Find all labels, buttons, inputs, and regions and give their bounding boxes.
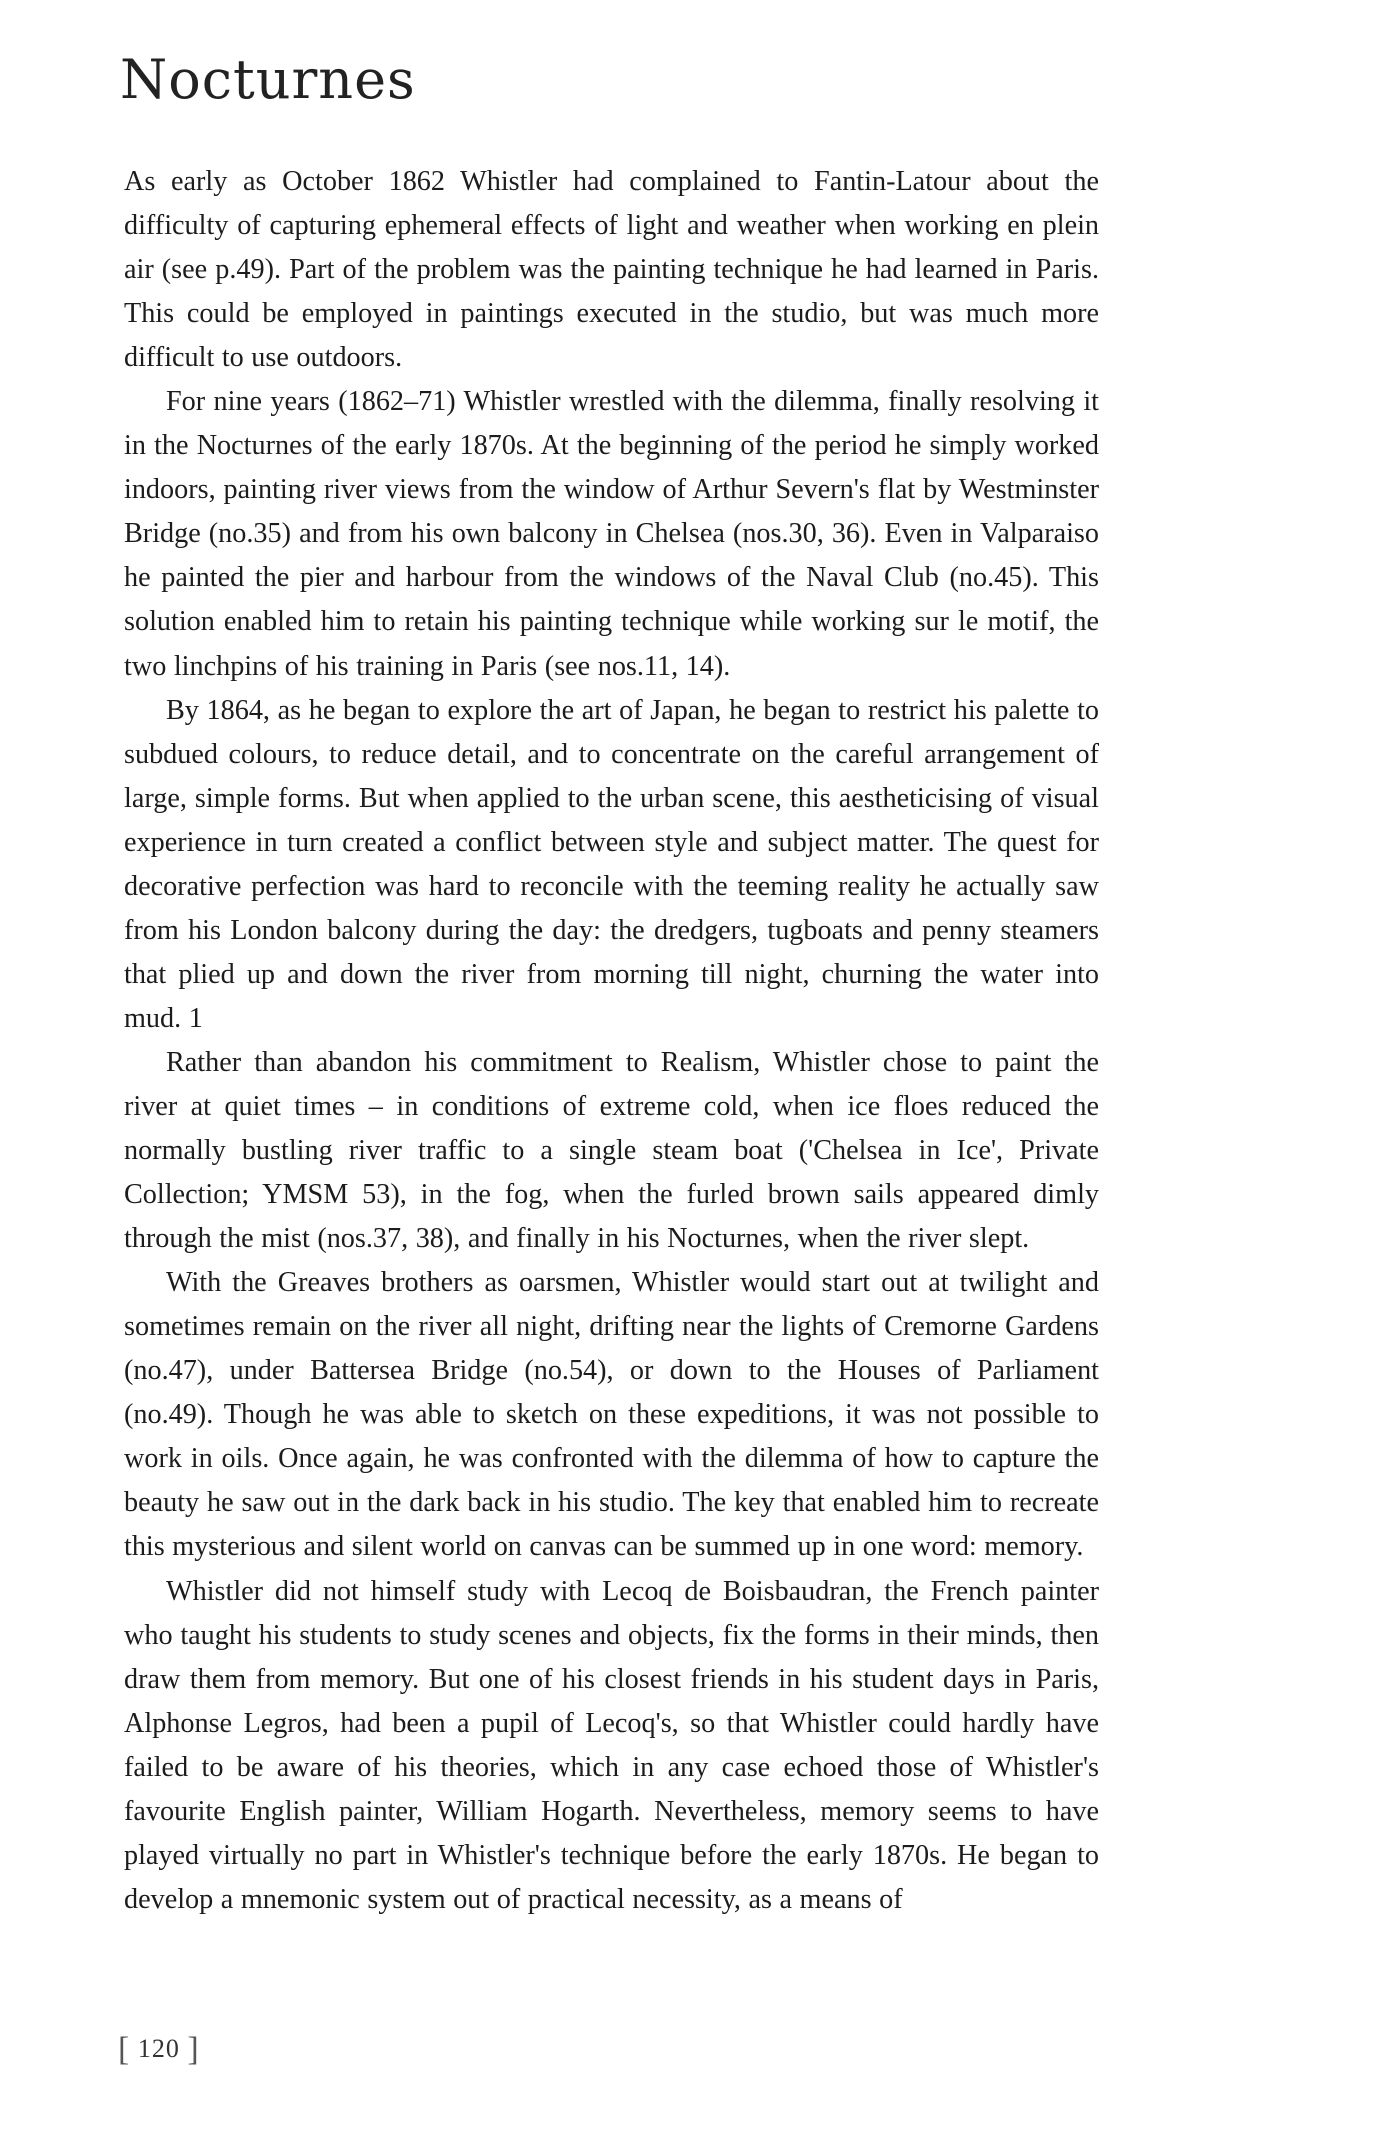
folio-number: 120 xyxy=(137,2034,180,2063)
paragraph: With the Greaves brothers as oarsmen, Whistler would start out at twilight and sometimes remain on the river all night, drifting near the lights of Cremorne Gardens (no.47), under Battersea Bridge (no.54), or down to the Houses of Parliament (no.49). Though he was able to sketch on these expeditions, it was not possible to work in oils. Once again, he was confronted with the dilemma of how to capture the beauty he saw out in the dark back in his studio. The key that enabled him to recreate this mysterious and silent world on canvas can be summed up in one word: memory. xyxy=(124,1267,1099,1563)
paragraph: By 1864, as he began to explore the art of Japan, he began to restrict his palette to subdued colours, to reduce detail, and to concentrate on the careful arrangement of large, simple forms. But when applied to the urban scene, this aestheticising of visual experience in turn created a conflict between style and subject matter. The quest for decorative perfection was hard to reconcile with the teeming reality he actually saw from his London balcony during the day: the dredgers, tugboats and penny steamers that plied up and down the river from morning till night, churning the water into mud. 1 xyxy=(124,694,1099,1034)
page-title: Nocturnes xyxy=(120,48,416,111)
paragraph: Rather than abandon his commitment to Realism, Whistler chose to paint the river at quiet times – in conditions of extreme cold, when ice floes reduced the normally bustling river traffic to a single steam boat ('Chelsea in Ice', Private Collection; YMSM 53), in the fog, when the furled brown sails appeared dimly through the mist (nos.37, 38), and finally in his Nocturnes, when the river slept. xyxy=(124,1046,1099,1255)
folio-bracket-close: ] xyxy=(187,2031,200,2068)
folio-bracket-open: [ xyxy=(118,2031,131,2068)
paragraph: For nine years (1862–71) Whistler wrestled with the dilemma, finally resolving it in the Nocturnes of the early 1870s. At the beginning of the period he simply worked indoors, painting river views from the window of Arthur Severn's flat by Westminster Bridge (no.35) and from his own balcony in Chelsea (nos.30, 36). Even in Valparaiso he painted the pier and harbour from the windows of the Naval Club (no.45). This solution enabled him to retain his painting technique while working sur le motif, the two linchpins of his training in Paris (see nos.11, 14). xyxy=(124,386,1099,682)
paragraph: As early as October 1862 Whistler had complained to Fantin-Latour about the difficulty of capturing ephemeral effects of light and weather when working en plein air (see p.49). Part of the problem was the painting technique he had learned in Paris. This could be employed in paintings executed in the studio, but was much more difficult to use outdoors. xyxy=(124,166,1099,374)
body-text xyxy=(124,160,1099,1922)
page-number xyxy=(118,2031,200,2069)
paragraph: Whistler did not himself study with Lecoq de Boisbaudran, the French painter who taught his students to study scenes and objects, fix the forms in their minds, then draw them from memory. But one of his closest friends in his student days in Paris, Alphonse Legros, had been a pupil of Lecoq's, so that Whistler could hardly have failed to be aware of his theories, which in any case echoed those of Whistler's favourite English painter, William Hogarth. Nevertheless, memory seems to have played virtually no part in Whistler's technique before the early 1870s. He began to develop a mnemonic system out of practical necessity, as a means of xyxy=(124,1575,1099,1915)
